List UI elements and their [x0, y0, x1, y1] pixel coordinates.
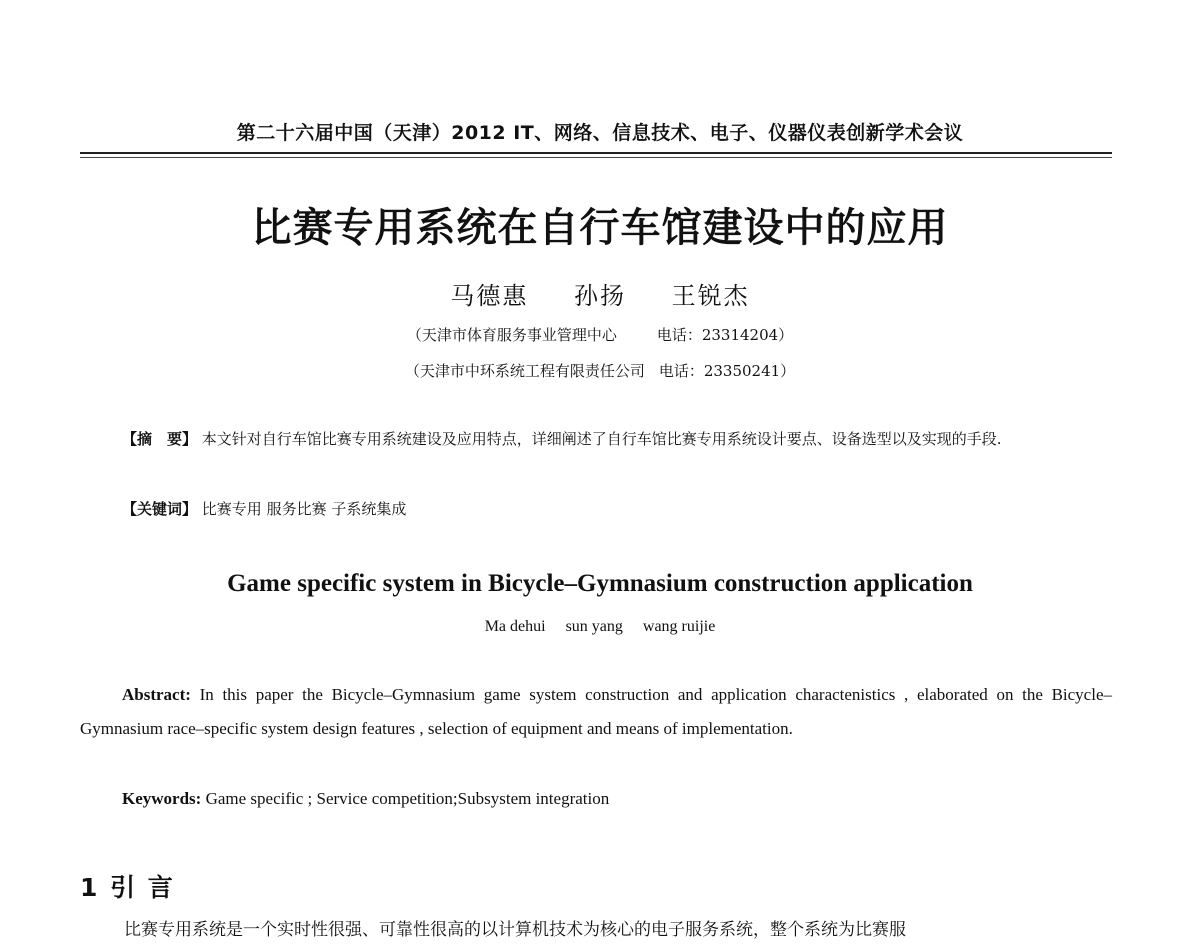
author-name: 孙扬	[574, 282, 626, 310]
english-author-list	[0, 618, 1200, 636]
keywords-en-label: Keywords:	[122, 789, 202, 808]
paper-title: 比赛专用系统在自行车馆建设中的应用	[251, 205, 949, 251]
keywords-cn	[80, 494, 1112, 524]
section-heading: 1 引 言	[80, 873, 175, 902]
author-name: 王锐杰	[671, 282, 750, 310]
abstract-en	[80, 678, 1112, 746]
abstract-cn-text: 本文针对自行车馆比赛专用系统建设及应用特点，详细阐述了自行车馆比赛专用系统设计要点、设备选型以及实现的手段.	[201, 430, 1002, 448]
keywords-cn-label: 【关键词】	[122, 500, 198, 518]
english-author-name: wang ruijie	[642, 618, 716, 635]
affiliation-org: （天津市体育服务事业管理中心	[406, 326, 617, 344]
conference-header: 第二十六届中国（天津）2012 IT、网络、信息技术、电子、仪器仪表创新学术会议	[236, 122, 964, 144]
keywords-en-text: Game specific ; Service competition;Subsystem integration	[205, 789, 610, 808]
affiliation-line	[0, 360, 1200, 381]
abstract-en-text: In this paper the Bicycle–Gymnasium game system construction and application charactenistics , elaborated on the Bicycle–Gymnasium race–specific system design features , selection of equipment and means of implementation.	[80, 685, 1112, 738]
abstract-cn-label: 【摘 要】	[122, 430, 198, 448]
abstract-en-label: Abstract:	[122, 685, 191, 704]
english-title: Game specific system in Bicycle–Gymnasium construction application	[227, 570, 973, 597]
header-rule-thick	[80, 152, 1112, 154]
keywords-cn-text: 比赛专用 服务比赛 子系统集成	[201, 500, 407, 518]
abstract-cn	[80, 424, 1112, 454]
affiliation-line	[0, 324, 1200, 345]
affiliation-phone: 电话：23350241）	[658, 362, 796, 380]
english-author-name: Ma dehui	[484, 618, 546, 635]
author-name: 马德惠	[450, 282, 529, 310]
author-list	[0, 276, 1200, 311]
header-rule-thin	[80, 157, 1112, 158]
keywords-en	[80, 782, 1112, 816]
affiliation-phone: 电话：23314204）	[656, 326, 794, 344]
affiliation-org: （天津市中环系统工程有限责任公司	[404, 362, 645, 380]
body-paragraph: 比赛专用系统是一个实时性很强、可靠性很高的以计算机技术为核心的电子服务系统，整个系统为比赛服	[124, 920, 906, 940]
english-author-name: sun yang	[565, 618, 623, 635]
